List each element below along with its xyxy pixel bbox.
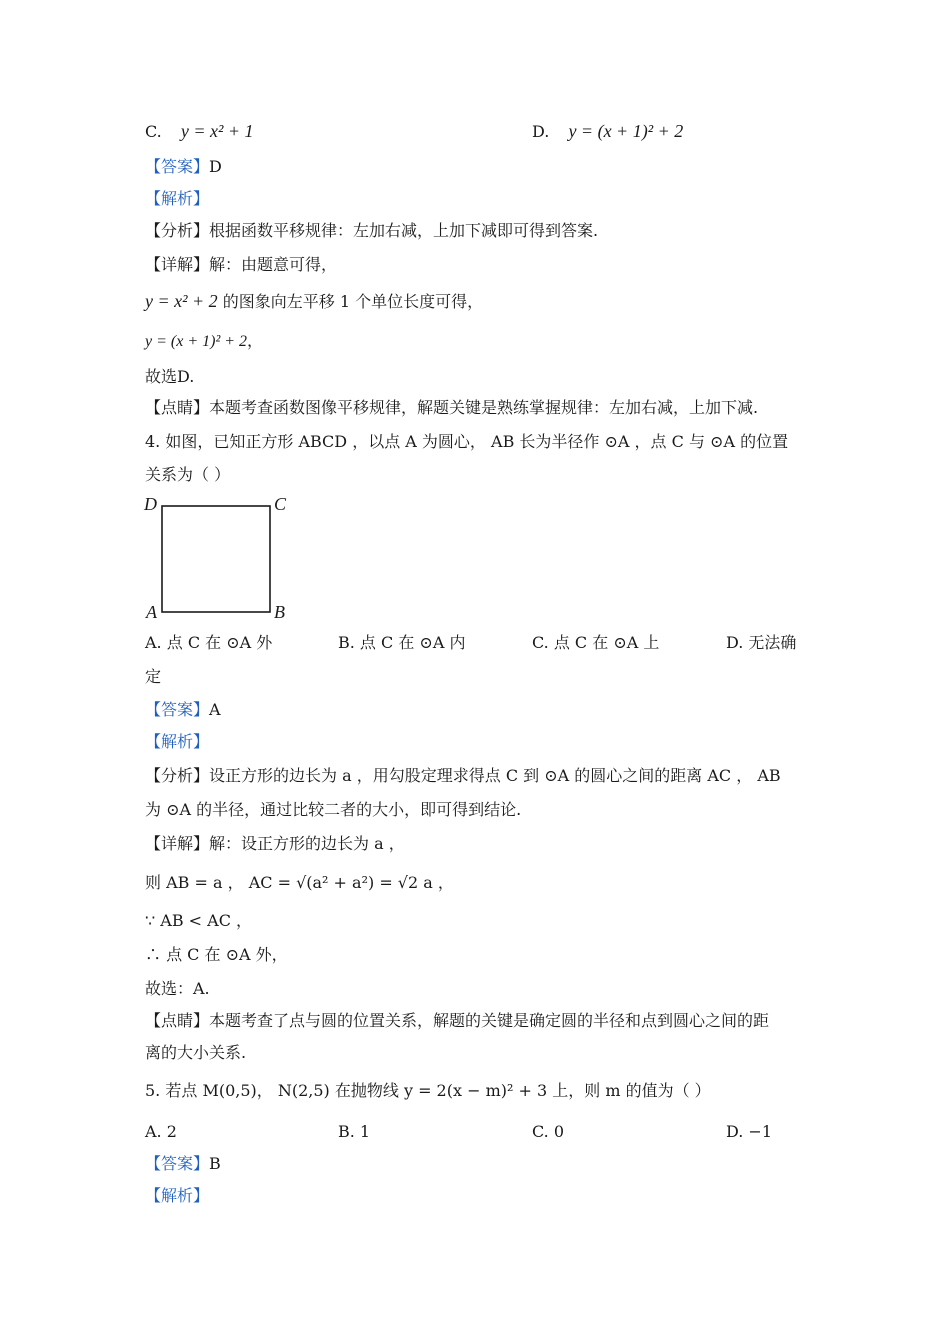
xiangjie-tag: 【详解】 [145,255,210,274]
q4-stem-line2: 关系为（ ） [145,465,231,484]
q4-choose: 故选：A. [145,979,210,998]
q4-option-d: D. 无法确 [726,633,797,652]
q5-option-c: C. 0 [532,1122,565,1141]
q3-fenxi [145,220,598,242]
q4-dianjing-line1 [145,1010,769,1032]
q3-option-c-letter: C. [145,122,162,141]
vertex-label-b: B [274,602,285,622]
q4-step1: 则 AB = a ， AC = √(a² + a²) = √2 a ， [145,873,454,892]
dianjing-tag: 【点睛】 [145,1011,210,1030]
q3-option-c [145,120,254,143]
q3-option-d-formula: y = (x + 1)² + 2 [568,121,684,141]
dianjing-text: 本题考查了点与圆的位置关系，解题的关键是确定圆的半径和点到圆心之间的距 [209,1011,770,1030]
square-figure [140,492,300,622]
q4-stem-line1: 4. 如图，已知正方形 ABCD ，以点 A 为圆心， AB 长为半径作 ⊙A ，点 C 与 ⊙A 的位置 [145,432,789,451]
q5-option-b: B. 1 [338,1122,371,1141]
fenxi-tag: 【分析】 [145,766,210,785]
dianjing-tag: 【点睛】 [145,398,210,417]
fenxi-text: 根据函数平移规律：左加右减，上加下减即可得到答案. [209,221,599,240]
q4-option-d-cont: 定 [145,667,162,686]
q4-answer [145,699,221,721]
xiangjie-tag: 【详解】 [145,834,210,853]
q5-answer [145,1153,221,1175]
q3-xiangjie [145,254,337,276]
fenxi-tag: 【分析】 [145,221,210,240]
vertex-label-d: D [144,494,157,514]
q4-step2: ∵ AB < AC ， [145,911,253,930]
square-outline [162,506,270,612]
vertex-label-c: C [274,494,287,514]
answer-value: A [209,700,221,719]
q5-stem: 5. 若点 M(0,5)， N(2,5) 在抛物线 y = 2(x − m)² + 3 上，则 m 的值为（ ） [145,1081,711,1100]
q5-option-d: D. −1 [726,1122,773,1141]
q4-xiangjie [145,833,405,855]
xiangjie-text: 解：由题意可得， [209,255,338,274]
q3-choose: 故选D. [145,367,195,386]
answer-tag: 【答案】 [145,157,210,176]
q3-analysis-tag: 【解析】 [145,189,210,208]
q4-fenxi-line1 [145,765,781,787]
answer-value: B [209,1154,221,1173]
q4-option-b: B. 点 C 在 ⊙A 内 [338,633,466,652]
q5-option-a: A. 2 [145,1122,177,1141]
q3-step1-text: 的图象向左平移 1 个单位长度可得， [222,292,484,311]
answer-tag: 【答案】 [145,1154,210,1173]
q4-option-c: C. 点 C 在 ⊙A 上 [532,633,660,652]
q3-dianjing [145,397,758,419]
q4-analysis-tag: 【解析】 [145,732,210,751]
xiangjie-text: 解：设正方形的边长为 a ， [209,834,405,853]
q3-step2 [145,330,263,353]
q3-step1 [145,290,483,313]
fenxi-text: 设正方形的边长为 a ，用勾股定理求得点 C 到 ⊙A 的圆心之间的距离 AC ， AB [209,766,781,785]
q3-step1-formula: y = x² + 2 [145,291,218,311]
q3-option-c-formula: y = x² + 1 [180,121,254,141]
answer-tag: 【答案】 [145,700,210,719]
vertex-label-a: A [146,602,157,622]
q3-step2-formula: y = (x + 1)² + 2 [145,333,248,350]
q3-answer [145,156,222,178]
q5-analysis-tag: 【解析】 [145,1186,210,1205]
q3-option-d-letter: D. [532,122,550,141]
q4-step3: ∴ 点 C 在 ⊙A 外， [145,945,288,964]
q4-fenxi-line2: 为 ⊙A 的半径，通过比较二者的大小，即可得到结论. [145,800,522,819]
q3-step2-tail: ， [247,331,264,350]
answer-value: D [209,157,222,176]
q4-option-a: A. 点 C 在 ⊙A 外 [145,633,273,652]
q3-option-d [532,120,683,143]
dianjing-text: 本题考查函数图像平移规律，解题关键是熟练掌握规律：左加右减，上加下减. [209,398,759,417]
q4-dianjing-line2: 离的大小关系. [145,1043,247,1062]
